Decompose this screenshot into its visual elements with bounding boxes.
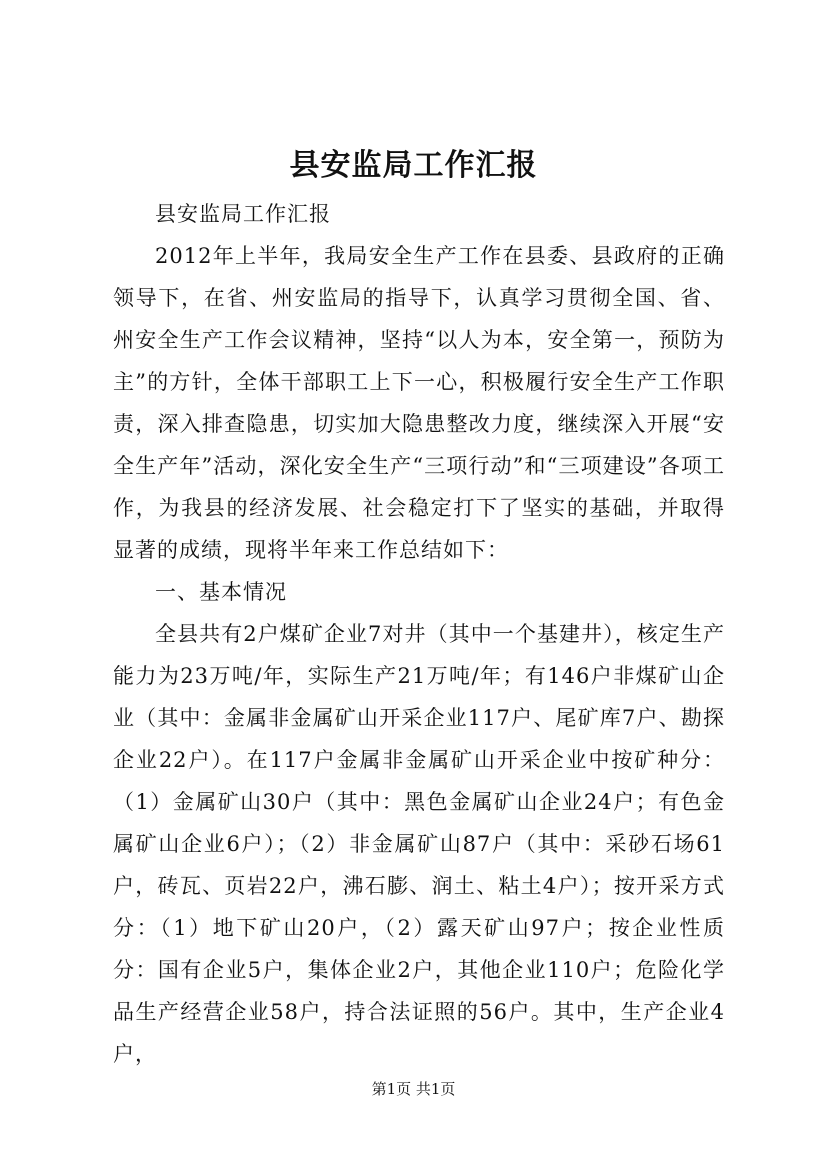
page-footer: 第1页 共1页 [371,1080,456,1098]
paragraph-subtitle: 县安监局工作汇报 [155,202,331,226]
document-body [113,193,725,1075]
document-title: 县安监局工作汇报 [289,148,538,183]
paragraph-intro: 2012年上半年，我局安全生产工作在县委、县政府的正确领导下，在省、州安监局的指导下，认真学习贯彻全国、省、州安全生产工作会议精神，坚持“以人为本，安全第一，预防为主”的方针，全体干部职工上下一心，积极履行安全生产工作职责，深入排查隐患，切实加大隐患整改力度，继续深入开展“安全生产年”活动，深化安全生产“三项行动”和“三项建设”各项工作，为我县的经济发展、社会稳定打下了坚实的基础，并取得显著的成绩，现将半年来工作总结如下： [113,244,725,562]
paragraph-basic-situation: 全县共有2户煤矿企业7对井（其中一个基建井），核定生产能力为23万吨/年，实际生产21万吨/年；有146户非煤矿山企业（其中：金属非金属矿山开采企业117户、尾矿库7户、勘探企业22户）。在117户金属非金属矿山开采企业中按矿种分：（1）金属矿山30户（其中：黑色金属矿山企业24户；有色金属矿山企业6户）；（2）非金属矿山87户（其中：采砂石场61户，砖瓦、页岩22户，沸石膨、润土、粘土4户）；按开采方式分：（1）地下矿山20户，（2）露天矿山97户；按企业性质分：国有企业5户，集体企业2户，其他企业110户；危险化学品生产经营企业58户，持合法证照的56户。其中，生产企业4户， [113,622,725,1066]
section-heading-basic-situation: 一、基本情况 [155,580,287,604]
